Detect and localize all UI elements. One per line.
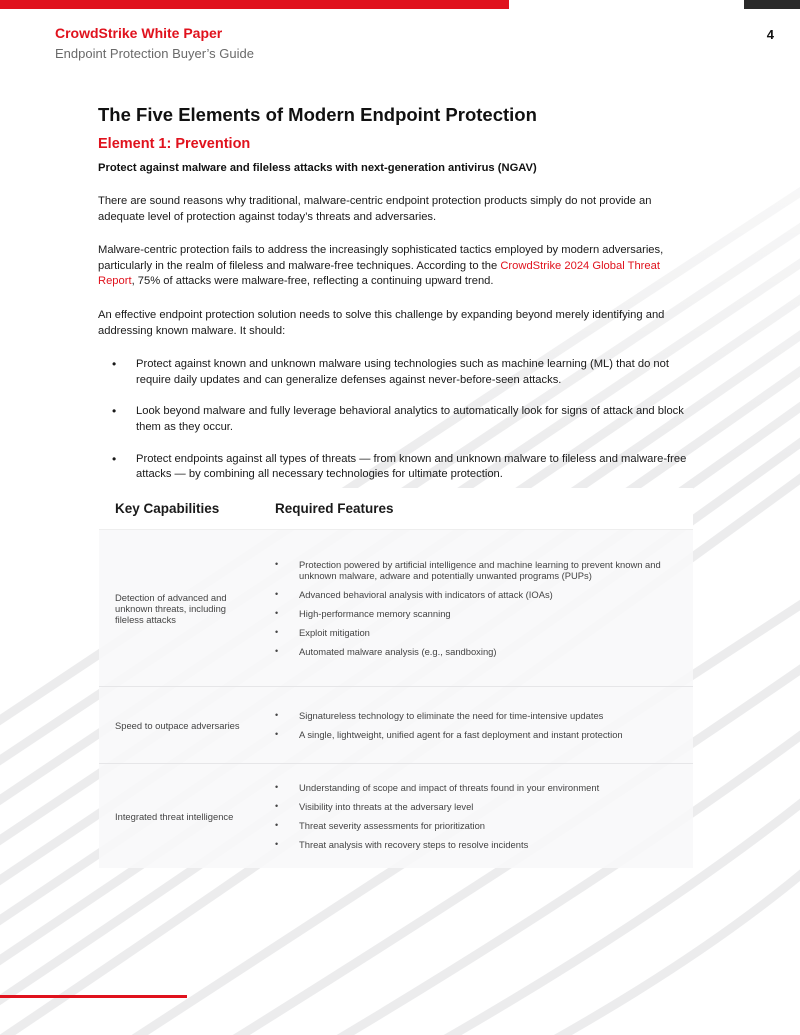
feature-text: Threat analysis with recovery steps to resolve incidents	[299, 839, 529, 850]
feature-item	[275, 646, 683, 657]
feature-item	[275, 839, 683, 850]
feature-item	[275, 559, 683, 581]
capability-cell: Integrated threat intelligence	[115, 810, 234, 822]
feature-item	[275, 801, 683, 812]
feature-text: Exploit mitigation	[299, 627, 370, 638]
header-subtitle: Endpoint Protection Buyer’s Guide	[55, 46, 254, 61]
feature-text: Advanced behavioral analysis with indicators of attack (IOAs)	[299, 589, 553, 600]
features-cell	[259, 559, 693, 657]
list-item-text: Look beyond malware and fully leverage behavioral analytics to automatically look for signs of attack and block them as they occur.	[136, 405, 684, 433]
feature-item	[275, 627, 683, 638]
table-row	[99, 687, 693, 764]
list-item-text: Protect against known and unknown malware using technologies such as machine learning (ML) that do not require daily updates and can generalize defenses against never-before-seen attacks.	[136, 358, 669, 386]
features-cell	[259, 782, 693, 850]
list-item-text: Protect endpoints against all types of threats — from known and unknown malware to fileless and malware-free attacks — by combining all necessary technologies for ultimate protection.	[136, 452, 687, 481]
feature-text: High-performance memory scanning	[299, 608, 451, 619]
bullet-icon: •	[275, 729, 279, 739]
list-item	[98, 357, 694, 388]
paragraph-2-text-end: , 75% of attacks were malware-free, reflecting a continuing upward trend.	[131, 275, 494, 288]
bullet-icon: •	[112, 451, 117, 466]
bullet-icon: •	[112, 357, 117, 372]
feature-text: Protection powered by artificial intelligence and machine learning to prevent known and unknown malware, adware and potentially unwanted programs (PUPs)	[299, 559, 661, 581]
feature-item	[275, 782, 683, 793]
lead-statement: Protect against malware and fileless attacks with next-generation antivirus (NGAV)	[98, 162, 537, 174]
features-cell	[259, 710, 693, 740]
feature-text: Threat severity assessments for prioritization	[299, 820, 486, 831]
page-number: 4	[766, 27, 774, 42]
requirements-list	[98, 357, 694, 483]
feature-text: Automated malware analysis (e.g., sandboxing)	[299, 646, 497, 657]
paragraph-3: An effective endpoint protection solution needs to solve this challenge by expanding beyond merely identifying and addressing known malware. It should:	[98, 308, 665, 337]
bullet-icon: •	[275, 710, 279, 720]
feature-text: Visibility into threats at the adversary level	[299, 801, 474, 812]
feature-item	[275, 608, 683, 619]
section-title: The Five Elements of Modern Endpoint Protection	[98, 104, 537, 125]
bullet-icon: •	[275, 627, 279, 637]
bullet-icon: •	[275, 608, 279, 618]
feature-item	[275, 710, 683, 721]
feature-text: Signatureless technology to eliminate the need for time-intensive updates	[299, 710, 604, 721]
table-row	[99, 530, 693, 687]
bullet-icon: •	[275, 801, 279, 811]
column-header-capabilities: Key Capabilities	[115, 501, 220, 516]
threat-report-link[interactable]: CrowdStrike 2024 Global Threat Report	[98, 259, 660, 288]
element-heading: Element 1: Prevention	[98, 136, 251, 152]
bullet-icon: •	[275, 646, 279, 656]
top-red-bar	[0, 0, 509, 9]
bottom-red-rule	[0, 995, 187, 998]
feature-item	[275, 589, 683, 600]
main-content	[98, 104, 694, 499]
bullet-icon: •	[275, 559, 279, 569]
bullet-icon: •	[275, 589, 279, 599]
capability-cell: Detection of advanced and unknown threats, including fileless attacks	[115, 591, 227, 625]
paragraph-1: There are sound reasons why traditional, malware-centric endpoint protection products simply do not provide an adequate level of protection against today’s threats and adversaries.	[98, 195, 652, 223]
paragraph-2	[98, 243, 694, 290]
bullet-icon: •	[275, 782, 279, 792]
feature-text: Understanding of scope and impact of threats found in your environment	[299, 782, 600, 793]
bullet-icon: •	[112, 404, 117, 419]
column-header-features: Required Features	[275, 501, 394, 516]
feature-text: A single, lightweight, unified agent for a fast deployment and instant protection	[299, 729, 623, 740]
feature-item	[275, 729, 683, 740]
table-row	[99, 764, 693, 868]
paragraph-2-text-start: Malware-centric protection fails to address the increasingly sophisticated tactics employed by modern adversaries, particularly in the realm of fileless and malware-free techniques. According to the	[98, 244, 664, 272]
bullet-icon: •	[275, 820, 279, 830]
list-item	[98, 452, 694, 483]
list-item	[98, 404, 694, 435]
capabilities-table	[99, 488, 693, 868]
top-dark-tab	[744, 0, 800, 9]
capability-cell: Speed to outpace adversaries	[115, 719, 240, 731]
header-brand: CrowdStrike White Paper	[55, 25, 223, 41]
table-header	[99, 488, 693, 530]
feature-item	[275, 820, 683, 831]
bullet-icon: •	[275, 839, 279, 849]
